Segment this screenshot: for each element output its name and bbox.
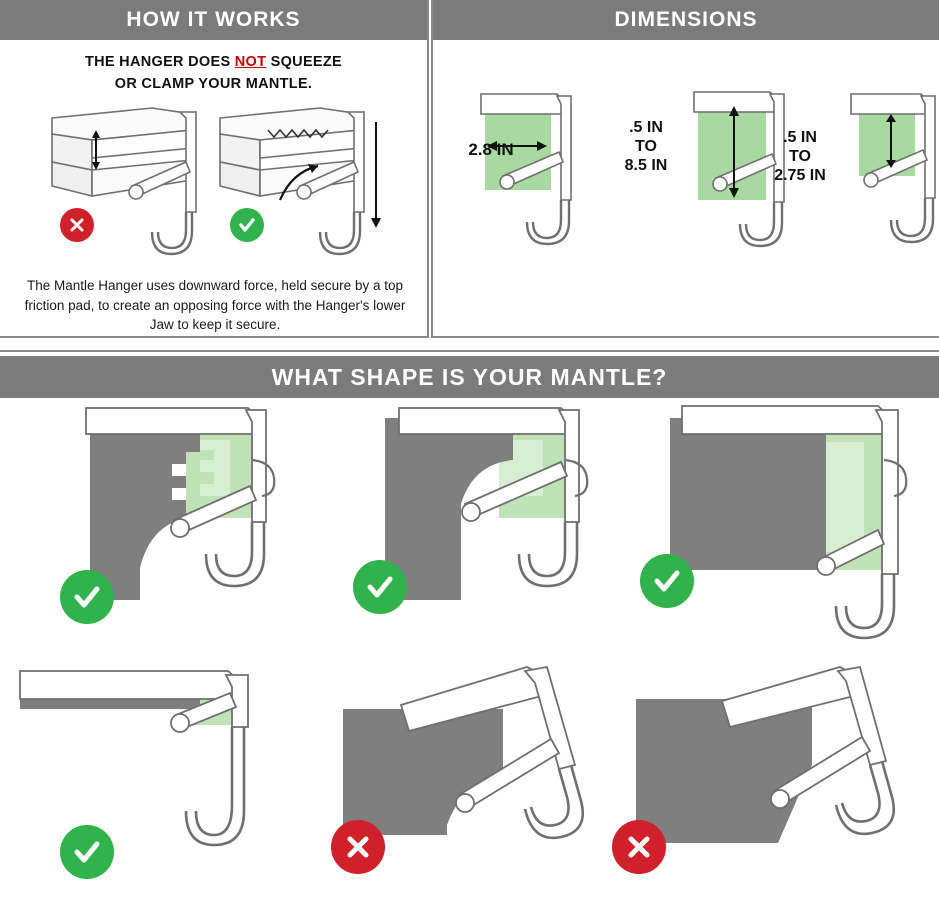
illustration-cove-profile	[313, 400, 626, 660]
how-it-works-subtitle	[0, 52, 427, 96]
mantle-shape-cell-angled-bullnose	[313, 665, 626, 920]
badge-shape-ok-4	[60, 825, 114, 879]
badge-shape-ok-1	[60, 570, 114, 624]
illustration-angled-wedge-profile	[626, 665, 939, 920]
lip-range-line-2: TO	[789, 148, 811, 166]
mantle-shape-cell-stepped	[0, 400, 313, 660]
subtitle-part-2: SQUEEZE	[266, 54, 343, 70]
illustration-square-profile	[626, 400, 939, 660]
subtitle-emphasis-not: NOT	[234, 54, 267, 70]
lip-range-line-1: .5 IN	[783, 129, 817, 146]
badge-shape-no-1	[331, 820, 385, 874]
panel-how-it-works	[0, 0, 429, 338]
height-range-line-2: TO	[635, 138, 657, 156]
dimension-height-range-label	[601, 118, 691, 176]
mantle-shape-cell-thin-slab	[0, 665, 313, 920]
height-range-line-1: .5 IN	[629, 119, 663, 136]
panel-dimensions	[431, 0, 939, 338]
subtitle-part-1: THE HANGER DOES	[84, 54, 235, 70]
illustration-angled-bullnose-profile	[313, 665, 626, 920]
panel-title-mantle-shape: WHAT SHAPE IS YOUR MANTLE?	[0, 356, 939, 398]
illustration-thin-slab-profile	[0, 665, 313, 920]
height-range-line-3: 8.5 IN	[624, 157, 668, 175]
lip-range-line-3: 2.75 IN	[774, 167, 826, 185]
subtitle-line-2: OR CLAMP YOUR MANTLE.	[114, 75, 313, 92]
panel-title-dimensions: DIMENSIONS	[433, 0, 939, 40]
mantle-shape-cell-square	[626, 400, 939, 660]
mantle-shape-grid	[0, 400, 939, 920]
mantle-shape-cell-angled-wedge	[626, 665, 939, 920]
badge-correct	[230, 208, 264, 242]
diagram-lip-range	[841, 80, 939, 280]
how-it-works-caption: The Mantle Hanger uses downward force, held secure by a top friction pad, to create an opposing force with the Hanger's lower Jaw to keep it secure.	[24, 278, 406, 333]
dimension-lip-range-label	[753, 128, 847, 186]
badge-shape-ok-3	[640, 554, 694, 608]
illustration-stepped-profile	[0, 400, 313, 660]
dimension-depth-label: 2.8 IN	[468, 140, 514, 159]
panel-title-how-it-works: HOW IT WORKS	[0, 0, 427, 40]
panel-mantle-shape	[0, 350, 939, 920]
diagram-depth	[473, 80, 603, 280]
mantle-shape-cell-cove	[313, 400, 626, 660]
badge-shape-ok-2	[353, 560, 407, 614]
badge-incorrect	[60, 208, 94, 242]
badge-shape-no-2	[612, 820, 666, 874]
